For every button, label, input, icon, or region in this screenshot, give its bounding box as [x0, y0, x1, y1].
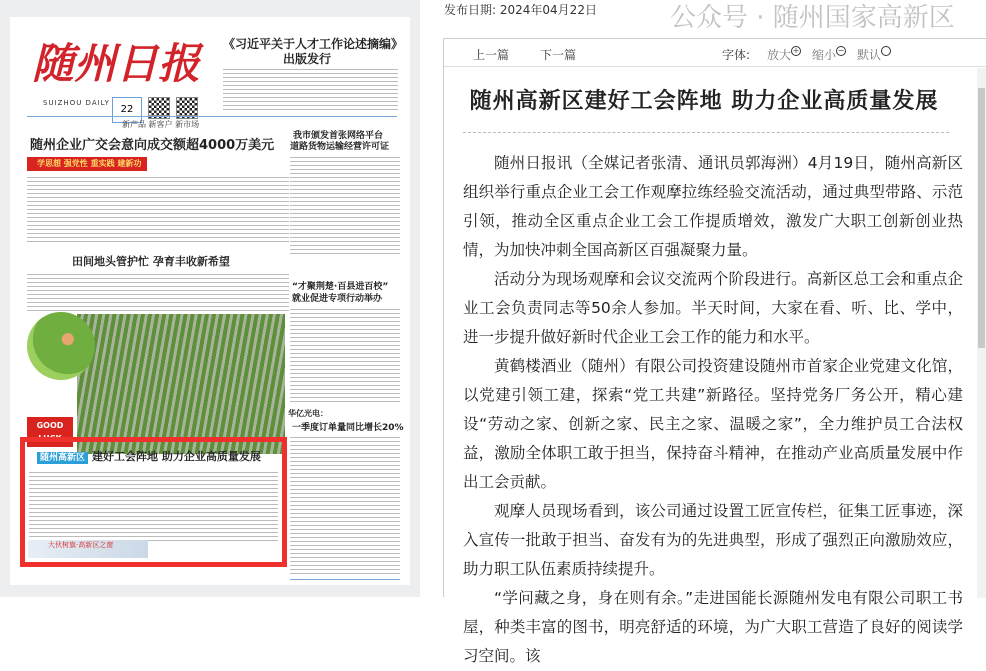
divider — [27, 116, 397, 117]
font-label: 字体: — [722, 48, 751, 62]
headline-right-1b[interactable]: 道路货物运输经营许可证 — [290, 142, 390, 152]
body-text-block — [27, 175, 289, 245]
zoom-out-button[interactable] — [812, 46, 846, 63]
body-text-block — [27, 272, 289, 314]
publish-date-label: 发布日期: — [444, 3, 497, 17]
newspaper-panel — [0, 0, 420, 597]
scrollbar[interactable] — [977, 68, 986, 598]
body-text-block — [290, 155, 400, 255]
headline-top[interactable]: 《习近平关于人才工作论述摘编》 — [223, 37, 404, 51]
article-body — [463, 149, 963, 671]
zoom-out-label: 缩小 — [812, 48, 837, 62]
farm-photo — [77, 314, 285, 454]
headline-main[interactable]: 随州企业广交会意向成交额超4000万美元 — [30, 138, 275, 153]
paragraph: 随州日报讯（全媒记者张清、通讯员郭海洲）4月19日，随州高新区组织举行重点企业工会工作观摩拉练经验交流活动，通过典型带路、示范引领，推动全区重点企业工会工作提质增效，激发广大职工创新创业热情，为加快冲刺全国高新区百强凝聚力量。 — [463, 154, 963, 259]
article-title: 随州高新区建好工会阵地 助力企业高质量发展 — [469, 88, 939, 114]
date-box: 22 — [112, 97, 142, 123]
paragraph: 黄鹤楼酒业（随州）有限公司投资建设随州市首家企业党建文化馆，以党建引领工建，探索“党工共建”新路径。坚持党务厂务公开，精心建设“劳动之家、创新之家、民主之家、温暖之家”，全力维护员工合法权益，激励全体职工敢于担当，保持奋斗精神，在推动产业高质量发展中作出工会贡献。 — [463, 357, 963, 491]
article-panel — [430, 0, 986, 665]
prev-article-link[interactable]: 上一篇 — [473, 48, 510, 62]
publish-date-value: 2024年04月22日 — [499, 3, 597, 17]
paragraph: “学问藏之身，身在则有余。”走进国能长源随州发电有限公司职工书屋，种类丰富的图书，明亮舒适的环境，为广大职工营造了良好的阅读学习空间。该 — [463, 589, 963, 665]
kicker: 新产品 新客户 新市场 — [122, 120, 200, 129]
paragraph: 活动分为现场观摩和会议交流两个阶段进行。高新区总工会和重点企业工会负责同志等50余人参加。半天时间，大家在看、听、比、学中，进一步提升做好新时代企业工会工作的能力和水平。 — [463, 270, 963, 346]
paragraph: 观摩人员现场看到，该公司通过设置工匠宣传栏，征集工匠事迹，深入宣传一批敢于担当、奋发有为的先进典型，形成了强烈正向激励效应，助力职工队伍素质持续提升。 — [463, 502, 963, 578]
zoom-in-button[interactable] — [767, 46, 801, 63]
farmer-photo — [27, 312, 95, 380]
good-luck-ad: GOOD LUCK — [27, 417, 73, 447]
article-toolbar — [444, 39, 986, 67]
headline-right-3[interactable]: 一季度订单量同比增长20% — [292, 423, 404, 433]
plus-circle-icon: + — [792, 46, 800, 55]
scrollbar-thumb[interactable] — [978, 88, 985, 348]
body-text-block — [29, 470, 278, 544]
next-article-link[interactable]: 下一篇 — [540, 48, 577, 62]
headline-right-2[interactable]: “才聚荆楚·百县进百校” — [292, 282, 389, 292]
masthead-en: SUIZHOU DAILY — [43, 99, 110, 107]
ad-banner: 大伙树旗·高新区之窗 — [28, 540, 148, 558]
highlight-headline[interactable] — [37, 448, 282, 464]
default-size-button[interactable] — [857, 46, 891, 63]
highlight-title: 建好工会阵地 助力企业高质量发展 — [92, 450, 261, 463]
highlight-tag: 随州高新区 — [37, 452, 88, 464]
publish-date — [444, 1, 597, 18]
masthead-logo: 随州日报 — [32, 39, 201, 88]
headline-right-2b[interactable]: 就业促进专项行动举办 — [292, 294, 383, 304]
body-text-block — [290, 435, 400, 575]
headline-top-2[interactable]: 出版发行 — [283, 52, 332, 66]
headline-field[interactable]: 田间地头管护忙 孕育丰收新希望 — [72, 255, 230, 268]
default-size-label: 默认 — [857, 48, 882, 62]
divider — [463, 132, 949, 133]
body-text-block — [290, 307, 400, 402]
minus-circle-icon: − — [837, 46, 845, 55]
circle-icon — [881, 46, 891, 56]
watermark: 公众号 · 随州国家高新区 — [670, 3, 955, 33]
zoom-in-label: 放大 — [767, 48, 792, 62]
divider — [290, 579, 400, 580]
body-text-block — [223, 67, 398, 113]
headline-right-1[interactable]: 我市颁发首张网络平台 — [293, 131, 384, 141]
article-box — [443, 38, 986, 665]
headline-right-3a[interactable]: 华亿光电： — [288, 409, 328, 418]
slogan-banner: 学思想 强党性 重实践 建新功 — [27, 157, 147, 171]
